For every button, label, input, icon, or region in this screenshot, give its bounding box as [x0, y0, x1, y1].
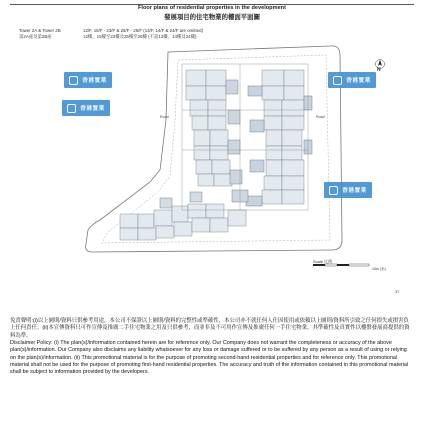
watermark-logo: 香港置業 [328, 72, 376, 88]
tower-2b-units [262, 70, 304, 204]
page-number: 37 [395, 289, 400, 294]
watermark-logo: 香港置業 [64, 72, 112, 88]
disclaimer-zh: 免責聲明:(i)以上圖則/資料只供參考用途，本公司不保證以上圖則/資料的完整性或準確性，本公司亦不就任何人仕因使用或依賴以上圖則/資料所引致之任何損失或損害負上任何責任。(ii)本宣傳資料只可作宣傳及推廣二手住宅物業之用及只供參考，而並非及不可用作宣傳及推廣任何一手住宅物業，其準確性及真實性以樓盤發展商提供的資料為準。 [10, 318, 410, 339]
disclaimer-en: Disclaimer Policy: (i) The plan(s)/information contained herein are for reference only. Our Company does not warrant the completeness or accuracy of the above plan(s)/information. Our Company also disclaims any liability whatsoever for any loss or damage suffered or to be suffered by any person as a result of using or relying on the plan(s)/information. (ii) This promotional material is for the purpose of promoting second-hand residential properties and for reference only. This promotional material shall not be used for the purpose of promoting first-hand residential properties. The accuracy and truth of the information contained in this promotional material shall be subject to information provided by the developers. [10, 340, 409, 376]
disclaimer [10, 318, 414, 377]
road-label-right: Road [316, 115, 325, 119]
watermark-logo: 香港置業 [324, 182, 372, 198]
road-label-left: Road [160, 115, 169, 119]
floors-label-zh: 12樓、15樓至23樓及25樓至26樓 (不設13樓、14樓及24樓) [83, 34, 197, 39]
scale-label: Scale 比例 [313, 259, 333, 264]
page-title-zh: 發展項目的住宅物業的樓面平面圖 [164, 14, 260, 21]
page-title-en: Floor plans of residential properties in the development [138, 5, 286, 11]
tower-label-en: Tower 2A & Tower 2B [19, 28, 61, 33]
watermark-logo: 香港置業 [62, 100, 110, 116]
tower-label-zh: 第2A座及第2B座 [19, 34, 52, 39]
north-label: N [377, 67, 381, 73]
floors-label-en: 12/F, 15/F - 23/F & 25/F - 26/F (13/F, 14/F & 24/F are omitted) [83, 28, 204, 33]
scale-value: 10m (米) [372, 267, 386, 271]
